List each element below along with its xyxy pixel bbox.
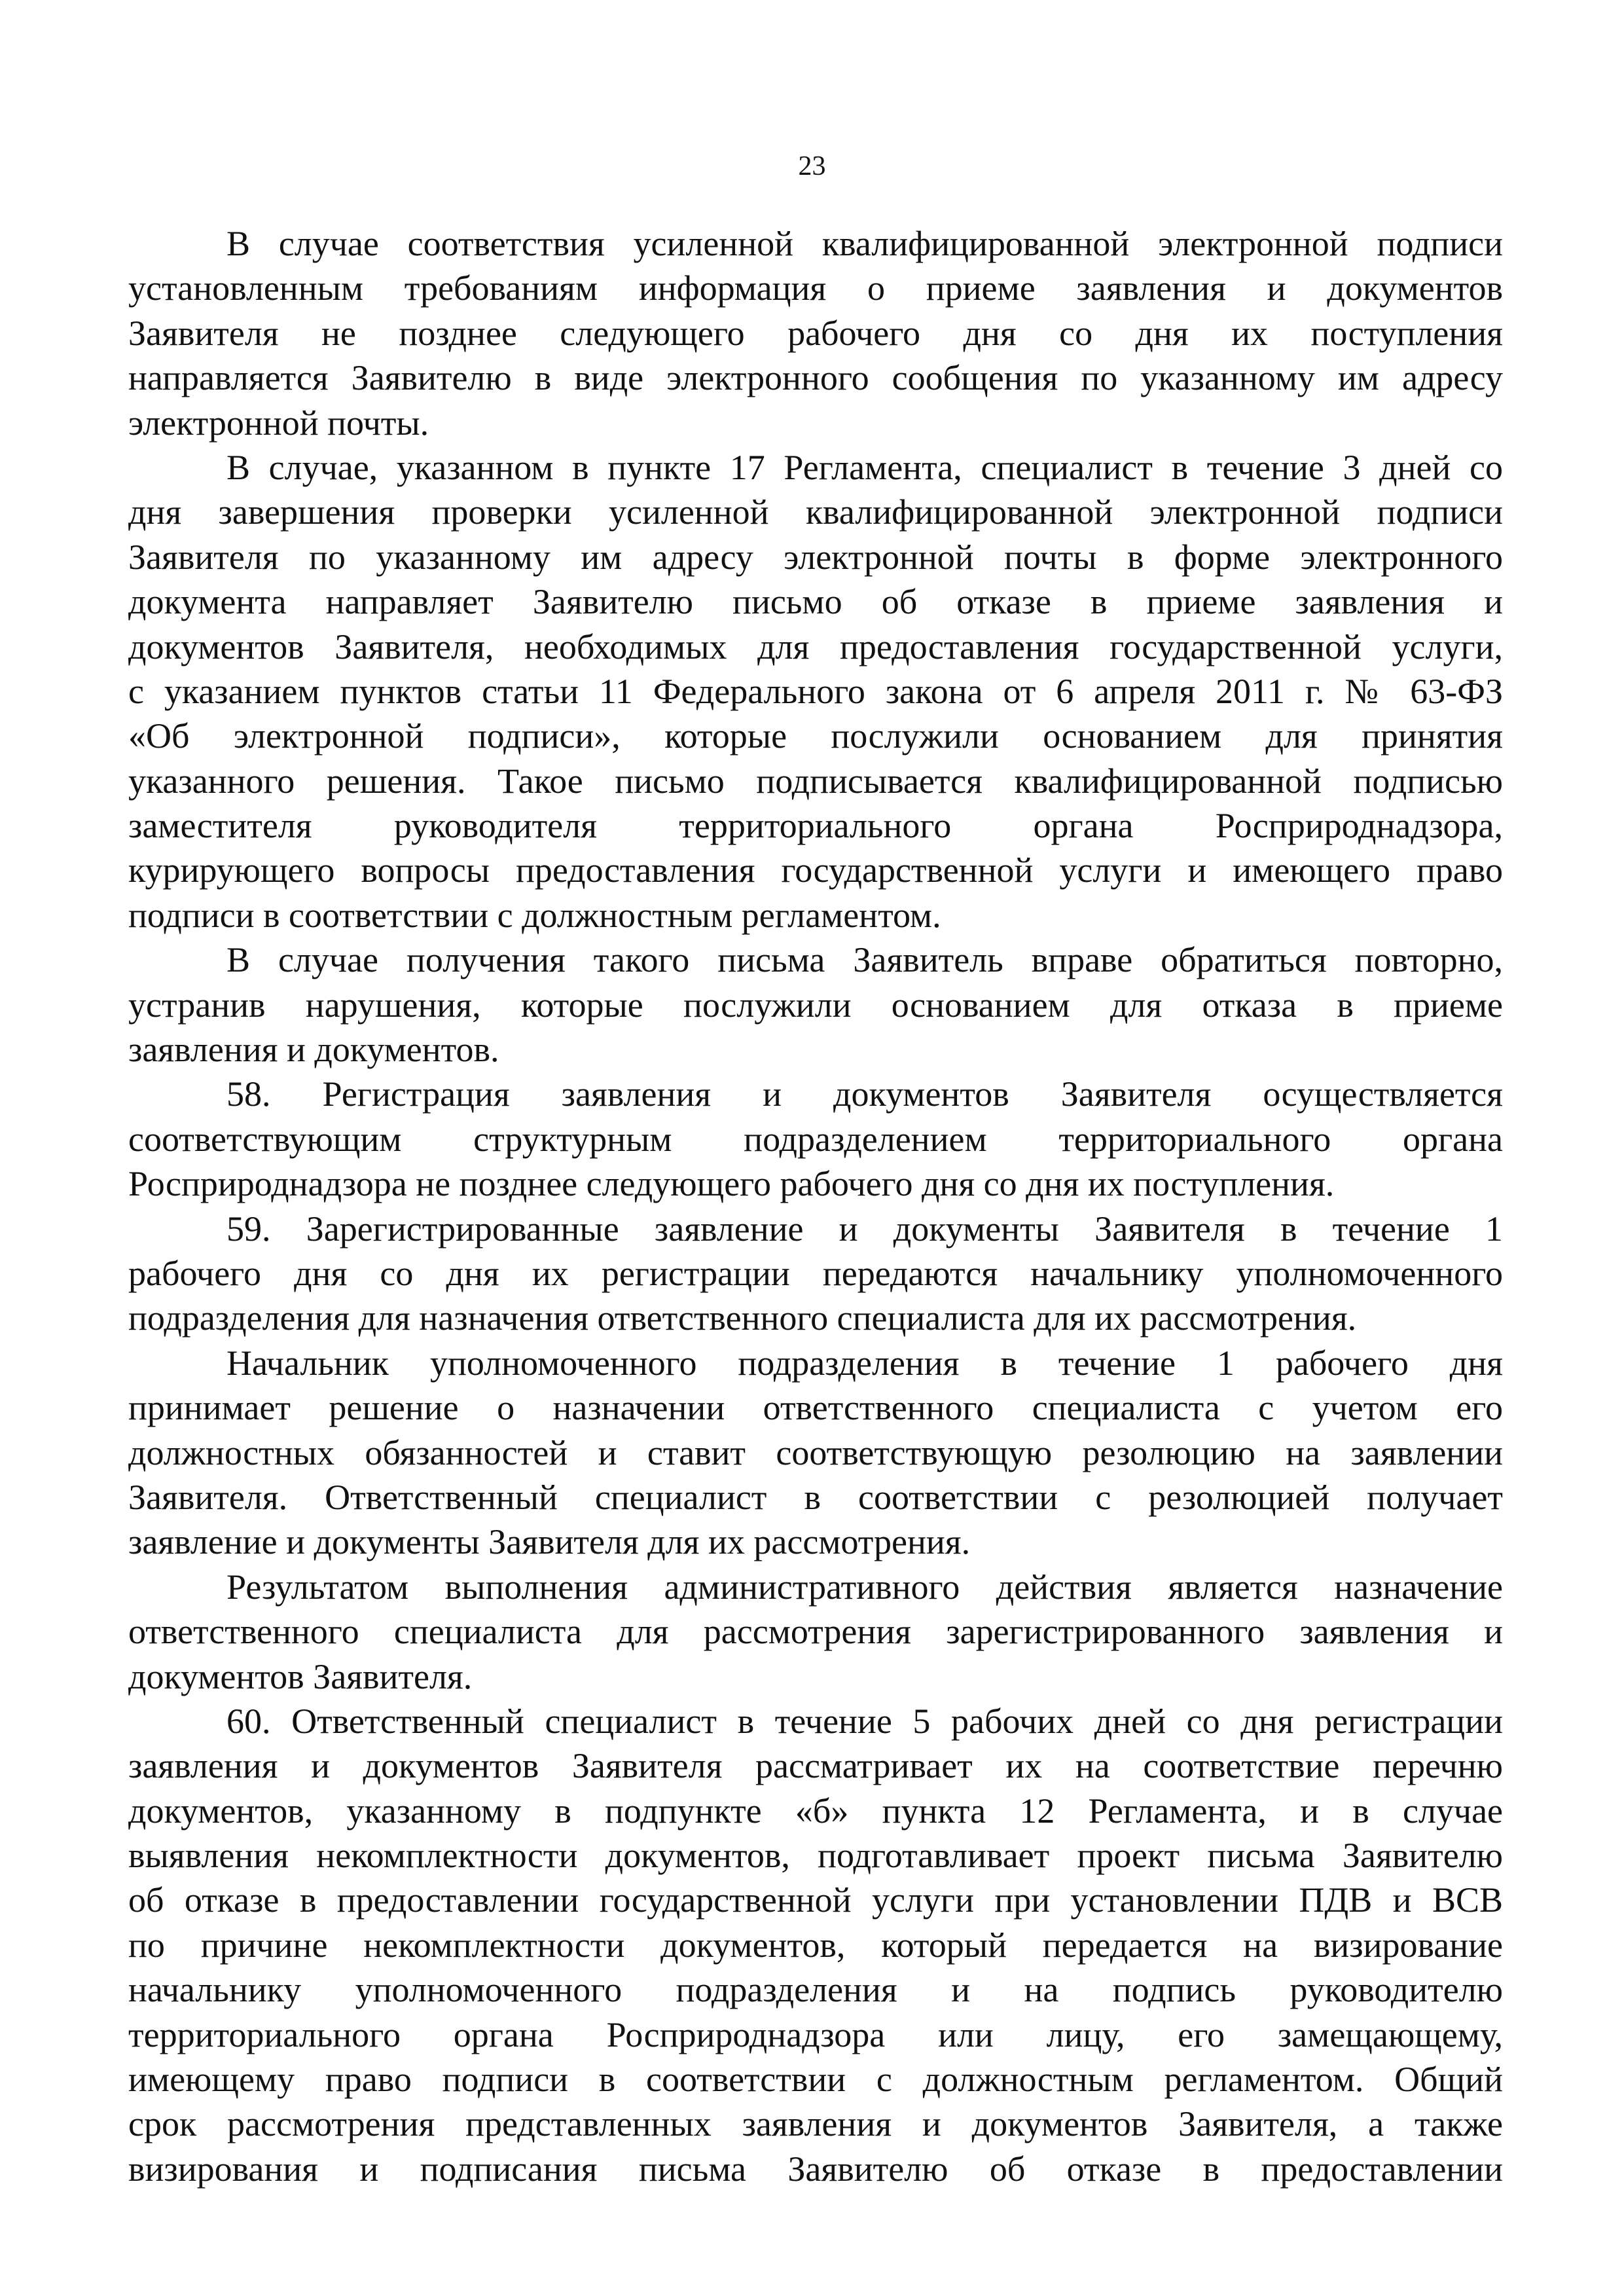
text-line: заместителя руководителя территориального органа Росприроднадзора, xyxy=(128,806,1503,846)
text-line: Росприроднадзора не позднее следующего рабочего дня со дня их поступления. xyxy=(128,1164,1335,1204)
text-line: с указанием пунктов статьи 11 Федерального закона от 6 апреля 2011 г. № 63-ФЗ xyxy=(128,671,1503,711)
text-line: Заявителя не позднее следующего рабочего дня со дня их поступления xyxy=(128,313,1503,353)
text-line: Результатом выполнения административного действия является назначение xyxy=(226,1567,1503,1607)
text-line: электронной почты. xyxy=(128,403,429,443)
text-line: соответствующим структурным подразделением территориального органа xyxy=(128,1119,1503,1159)
text-line: Заявителя. Ответственный специалист в соответствии с резолюцией получает xyxy=(128,1477,1503,1517)
page-number: 23 xyxy=(798,151,826,181)
text-line: должностных обязанностей и ставит соответствующую резолюцию на заявлении xyxy=(128,1432,1503,1472)
text-line: подписи в соответствии с должностным регламентом. xyxy=(128,895,941,935)
text-line: срок рассмотрения представленных заявления и документов Заявителя, а также xyxy=(128,2104,1503,2144)
text-line: заявления и документов. xyxy=(128,1030,499,1070)
text-line: подразделения для назначения ответственного специалиста для их рассмотрения. xyxy=(128,1298,1357,1338)
text-line: по причине некомплектности документов, который передается на визирование xyxy=(128,1925,1503,1965)
text-line: устранив нарушения, которые послужили основанием для отказа в приеме xyxy=(128,985,1503,1025)
text-line: Заявителя по указанному им адресу электронной почты в форме электронного xyxy=(128,537,1503,577)
text-line: документа направляет Заявителю письмо об отказе в приеме заявления и xyxy=(128,582,1503,622)
text-line: ответственного специалиста для рассмотрения зарегистрированного заявления и xyxy=(128,1612,1503,1652)
text-line: об отказе в предоставлении государственной услуги при установлении ПДВ и ВСВ xyxy=(128,1880,1503,1920)
text-line: документов, указанному в подпункте «б» пункта 12 Регламента, и в случае xyxy=(128,1791,1503,1831)
text-line: выявления некомплектности документов, подготавливает проект письма Заявителю xyxy=(128,1836,1503,1876)
text-line: В случае получения такого письма Заявитель вправе обратиться повторно, xyxy=(226,940,1503,980)
text-line: установленным требованиям информация о приеме заявления и документов xyxy=(128,268,1503,308)
text-line: «Об электронной подписи», которые послужили основанием для принятия xyxy=(128,716,1503,756)
document-body xyxy=(128,221,1503,2191)
text-line: курирующего вопросы предоставления государственной услуги и имеющего право xyxy=(128,850,1503,890)
text-line: 58. Регистрация заявления и документов Заявителя осуществляется xyxy=(226,1074,1503,1114)
text-line: документов Заявителя, необходимых для предоставления государственной услуги, xyxy=(128,627,1503,666)
text-line: направляется Заявителю в виде электронного сообщения по указанному им адресу xyxy=(128,358,1503,398)
text-line: документов Заявителя. xyxy=(128,1656,473,1696)
text-line: принимает решение о назначении ответственного специалиста с учетом его xyxy=(128,1388,1503,1428)
text-line: Начальник уполномоченного подразделения в течение 1 рабочего дня xyxy=(226,1343,1503,1383)
text-line: рабочего дня со дня их регистрации передаются начальнику уполномоченного xyxy=(128,1253,1503,1293)
text-line: 60. Ответственный специалист в течение 5 рабочих дней со дня регистрации xyxy=(226,1701,1503,1741)
text-line: визирования и подписания письма Заявителю об отказе в предоставлении xyxy=(128,2149,1503,2189)
text-line: начальнику уполномоченного подразделения и на подпись руководителю xyxy=(128,1970,1503,2010)
text-line: территориального органа Росприроднадзора или лицу, его замещающему, xyxy=(128,2014,1503,2054)
text-line: имеющему право подписи в соответствии с должностным регламентом. Общий xyxy=(128,2060,1503,2100)
text-line: дня завершения проверки усиленной квалифицированной электронной подписи xyxy=(128,492,1503,532)
text-line: заявления и документов Заявителя рассматривает их на соответствие перечню xyxy=(128,1746,1503,1786)
text-line: В случае, указанном в пункте 17 Регламента, специалист в течение 3 дней со xyxy=(226,447,1503,487)
text-line: заявление и документы Заявителя для их рассмотрения. xyxy=(128,1522,971,1562)
text-line: указанного решения. Такое письмо подписывается квалифицированной подписью xyxy=(128,761,1503,801)
text-line: 59. Зарегистрированные заявление и документы Заявителя в течение 1 xyxy=(226,1209,1503,1248)
text-line: В случае соответствия усиленной квалифицированной электронной подписи xyxy=(226,224,1503,263)
